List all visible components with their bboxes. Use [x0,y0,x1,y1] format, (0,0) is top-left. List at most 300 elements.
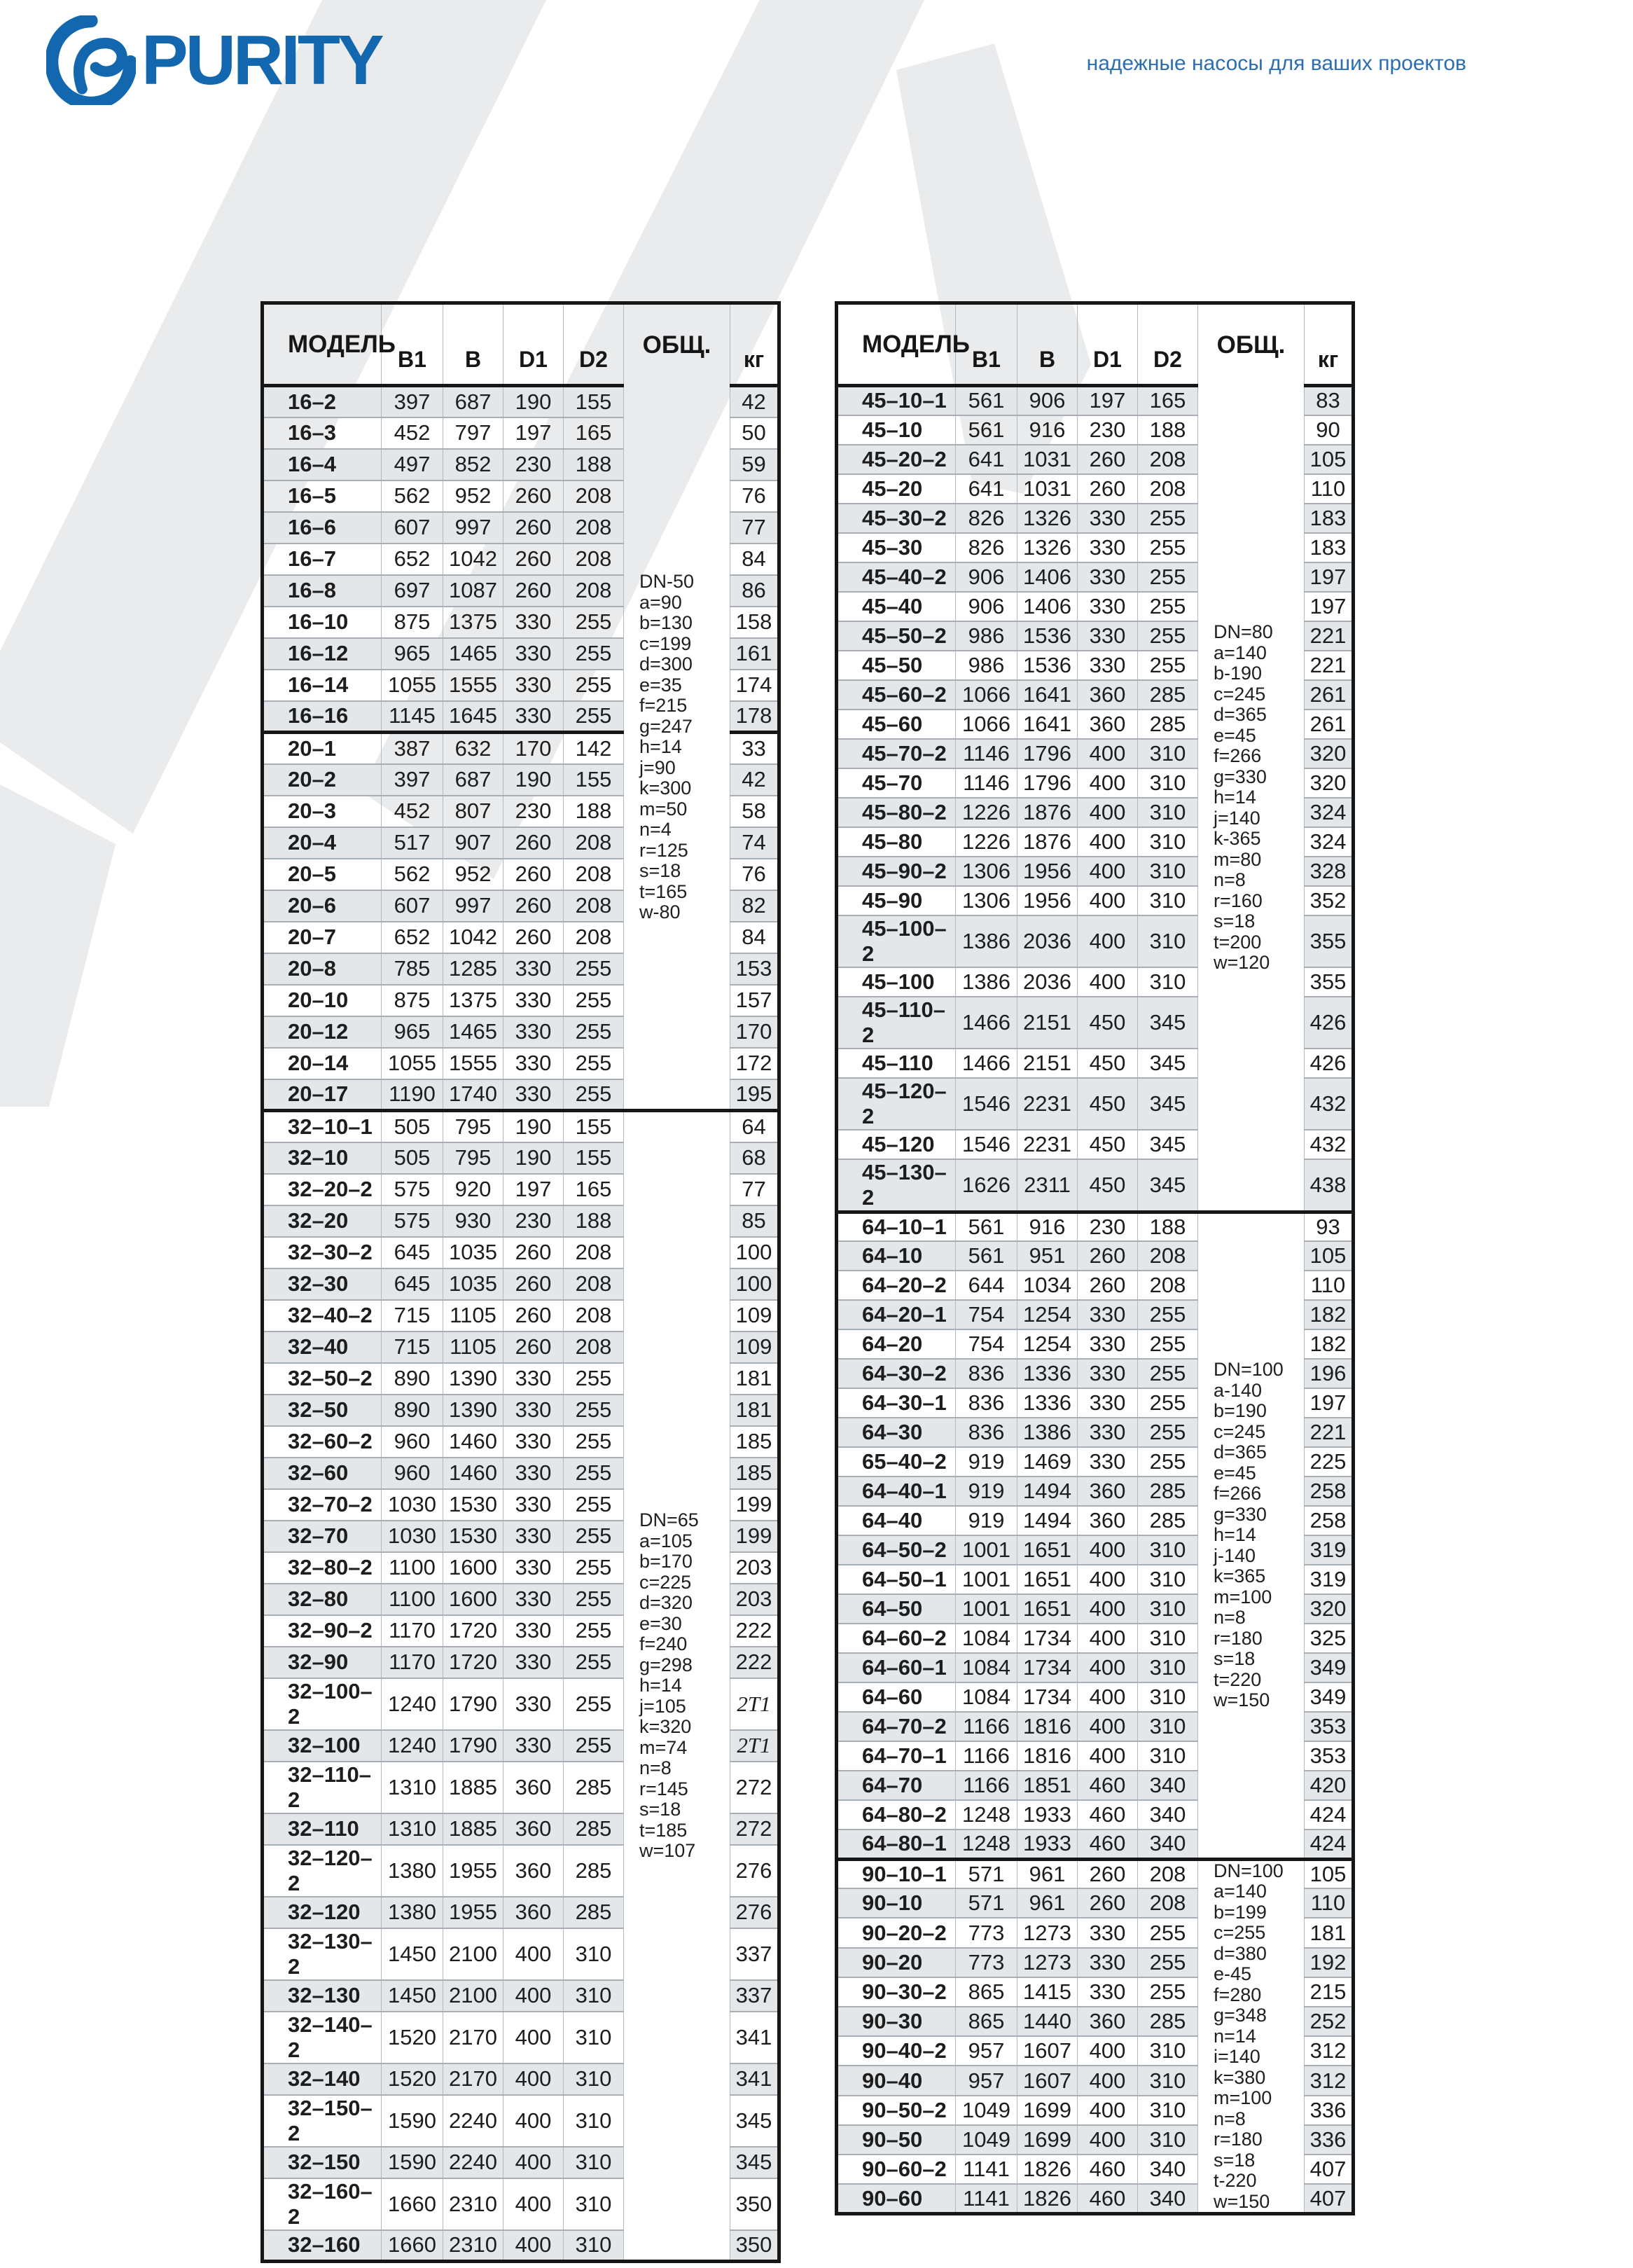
dimension-d2-cell: 310 [1138,2066,1198,2095]
weight-cell: 272 [730,1762,779,1813]
dimension-b1-cell: 517 [382,827,443,859]
model-cell: 90–10–1 [837,1859,956,1888]
note-line: h=14 [639,1675,682,1696]
weight-cell: 197 [1305,562,1354,592]
note-line: w=107 [639,1840,696,1862]
section-notes [624,1111,730,2262]
note-line: c=255 [1214,1922,1266,1943]
note-line: a-140 [1214,1379,1263,1401]
dimension-d1-cell: 400 [1078,2066,1138,2095]
weight-cell: 199 [730,1489,779,1521]
dimension-d1-cell: 400 [1078,1741,1138,1771]
model-cell: 32–70–2 [263,1489,382,1521]
dimension-b1-cell: 1590 [382,2147,443,2178]
dimension-b1-cell: 1055 [382,670,443,701]
dimension-b1-cell: 1520 [382,2012,443,2063]
dimension-d2-cell: 255 [564,953,624,985]
model-cell: 32–40–2 [263,1300,382,1332]
model-cell: 20–6 [263,890,382,922]
dimension-d2-cell: 310 [1138,768,1198,798]
dimension-b-cell: 2100 [443,1928,503,1980]
dimension-d1-cell: 400 [1078,1712,1138,1741]
weight-cell: 345 [730,2095,779,2147]
model-cell: 32–90 [263,1647,382,1678]
dimension-b-cell: 1607 [1017,2066,1078,2095]
dimension-b1-cell: 1466 [956,997,1017,1049]
dimension-b1-cell: 1030 [382,1521,443,1552]
model-cell: 32–140 [263,2063,382,2095]
dimension-b-cell: 961 [1017,1888,1078,1918]
dimension-b1-cell: 1546 [956,1130,1017,1159]
note-line: k=365 [1214,1565,1266,1587]
dimension-b1-cell: 1084 [956,1653,1017,1682]
dimension-d1-cell: 330 [503,1489,564,1521]
model-cell: 32–150 [263,2147,382,2178]
model-cell: 90–40 [837,2066,956,2095]
col-header-b1: B1 [382,303,443,386]
dimension-d2-cell: 340 [1138,2155,1198,2184]
col-header-kg: кг [1305,303,1354,386]
note-line: g=247 [639,715,693,737]
dimension-b-cell: 1796 [1017,739,1078,768]
dimension-b-cell: 1042 [443,922,503,953]
model-cell: 20–1 [263,733,382,764]
note-line: t-220 [1214,2170,1257,2191]
model-cell: 16–8 [263,575,382,607]
dimension-b1-cell: 754 [956,1300,1017,1329]
note-line: e=45 [1214,1462,1256,1484]
weight-cell: 222 [730,1615,779,1647]
dimension-b1-cell: 561 [956,1241,1017,1271]
dimension-d1-cell: 450 [1078,997,1138,1049]
weight-cell: 110 [1305,1888,1354,1918]
weight-cell: 68 [730,1142,779,1174]
note-line: t=185 [639,1819,688,1841]
dimension-b-cell: 1042 [443,544,503,575]
dimension-b-cell: 1375 [443,985,503,1016]
model-cell: 90–60–2 [837,2155,956,2184]
model-cell: 64–30–2 [837,1359,956,1388]
model-cell: 32–70 [263,1521,382,1552]
dimension-d1-cell: 360 [503,1762,564,1813]
dimension-d1-cell: 260 [503,512,564,544]
dimension-b-cell: 1390 [443,1395,503,1426]
dimension-b1-cell: 1141 [956,2155,1017,2184]
dimension-d2-cell: 255 [564,1584,624,1615]
dimension-b-cell: 1826 [1017,2155,1078,2184]
weight-cell: 178 [730,701,779,733]
dimension-d1-cell: 260 [503,890,564,922]
dimension-d1-cell: 330 [503,1048,564,1079]
dimension-d2-cell: 155 [564,1142,624,1174]
note-line: d=380 [1214,1942,1267,1964]
dimension-d1-cell: 260 [1078,1859,1138,1888]
model-cell: 32–80–2 [263,1552,382,1584]
dimension-d1-cell: 330 [1078,651,1138,680]
dimension-b-cell: 807 [443,796,503,827]
dimension-b-cell: 1105 [443,1332,503,1363]
weight-cell: 221 [1305,621,1354,651]
dimension-b1-cell: 957 [956,2066,1017,2095]
dimension-d1-cell: 260 [503,575,564,607]
weight-cell: 336 [1305,2125,1354,2155]
dimension-d1-cell: 260 [503,859,564,890]
note-line: b=130 [639,612,693,633]
note-line: s=18 [639,860,681,881]
dimension-d1-cell: 450 [1078,1159,1138,1212]
model-cell: 64–10 [837,1241,956,1271]
dimension-b-cell: 997 [443,890,503,922]
dimension-d2-cell: 255 [1138,504,1198,533]
dimension-b-cell: 1796 [1017,768,1078,798]
dimension-d1-cell: 400 [1078,2036,1138,2066]
model-cell: 32–160–2 [263,2178,382,2230]
weight-cell: 197 [1305,1388,1354,1418]
dimension-b1-cell: 1166 [956,1712,1017,1741]
table-row [263,1111,779,1142]
note-line: r=180 [1214,2129,1263,2150]
note-line: k=380 [1214,2066,1266,2088]
note-line: c=225 [639,1571,692,1593]
dimension-d2-cell: 285 [1138,2007,1198,2036]
model-cell: 16–2 [263,386,382,417]
dimension-d1-cell: 330 [503,1615,564,1647]
dimension-b1-cell: 890 [382,1363,443,1395]
model-cell: 90–10 [837,1888,956,1918]
note-line: e=35 [639,674,682,696]
dimension-d2-cell: 310 [1138,915,1198,967]
weight-cell: 320 [1305,1594,1354,1624]
weight-cell: 85 [730,1205,779,1237]
model-cell: 32–20 [263,1205,382,1237]
dimension-b1-cell: 1001 [956,1565,1017,1594]
dimension-d1-cell: 190 [503,764,564,796]
dimension-b-cell: 1031 [1017,474,1078,504]
note-line: a=90 [639,591,682,613]
dimension-d2-cell: 340 [1138,2184,1198,2213]
dimension-b1-cell: 773 [956,1948,1017,1977]
model-cell: 20–3 [263,796,382,827]
dimension-d1-cell: 330 [503,1458,564,1489]
dimension-d2-cell: 310 [1138,798,1198,827]
weight-cell: 82 [730,890,779,922]
note-line: n=14 [1214,2025,1256,2047]
col-header-obsh: ОБЩ. [624,303,730,386]
dimension-b-cell: 632 [443,733,503,764]
dimension-d2-cell: 345 [1138,1049,1198,1078]
dimension-d1-cell: 450 [1078,1130,1138,1159]
dimension-d1-cell: 260 [503,1332,564,1363]
model-cell: 45–110 [837,1049,956,1078]
dimension-d2-cell: 255 [1138,1329,1198,1359]
dimension-d1-cell: 230 [1078,415,1138,445]
note-line: h=14 [1214,787,1256,808]
section-notes [1198,386,1305,1212]
note-line: j=105 [639,1695,686,1717]
dimension-b-cell: 916 [1017,415,1078,445]
dimension-d2-cell: 310 [564,2095,624,2147]
dimension-b-cell: 1956 [1017,857,1078,886]
spec-table-left [260,301,781,2263]
dimension-b1-cell: 1166 [956,1741,1017,1771]
dimension-b-cell: 1720 [443,1615,503,1647]
dimension-d2-cell: 340 [1138,1800,1198,1830]
weight-cell: 276 [730,1897,779,1928]
note-line: f=215 [639,695,688,716]
model-cell: 32–50–2 [263,1363,382,1395]
model-cell: 32–20–2 [263,1174,382,1205]
dimension-b1-cell: 1380 [382,1845,443,1897]
model-cell: 32–140–2 [263,2012,382,2063]
dimension-b-cell: 1465 [443,1016,503,1048]
dimension-b-cell: 1955 [443,1845,503,1897]
model-cell: 64–60–2 [837,1624,956,1653]
dimension-b-cell: 1933 [1017,1800,1078,1830]
purity-logo-icon [46,15,136,105]
note-line: e-45 [1214,1963,1252,1984]
weight-cell: 426 [1305,997,1354,1049]
weight-cell: 185 [730,1426,779,1458]
dimension-d1-cell: 400 [1078,967,1138,997]
model-cell: 45–40 [837,592,956,621]
weight-cell: 350 [730,2230,779,2262]
model-cell: 64–70–1 [837,1741,956,1771]
col-header-model: МОДЕЛЬ [263,303,382,386]
dimension-b-cell: 1406 [1017,562,1078,592]
note-line: w-80 [639,901,681,922]
dimension-b-cell: 1734 [1017,1624,1078,1653]
dimension-d2-cell: 208 [564,1237,624,1268]
dimension-b1-cell: 644 [956,1271,1017,1300]
dimension-d2-cell: 165 [564,1174,624,1205]
dimension-b-cell: 1035 [443,1268,503,1300]
dimension-b1-cell: 1306 [956,886,1017,915]
weight-cell: 341 [730,2063,779,2095]
dimension-d2-cell: 208 [564,1300,624,1332]
dimension-b-cell: 1790 [443,1678,503,1730]
note-line: f=280 [1214,1984,1262,2005]
weight-cell: 222 [730,1647,779,1678]
dimension-d2-cell: 188 [1138,1212,1198,1241]
dimension-d1-cell: 400 [503,2178,564,2230]
dimension-b-cell: 1336 [1017,1359,1078,1388]
dimension-d2-cell: 310 [1138,2125,1198,2155]
note-line: r=125 [639,839,688,861]
dimension-b-cell: 1645 [443,701,503,733]
dimension-d1-cell: 330 [503,1584,564,1615]
dimension-b1-cell: 875 [382,985,443,1016]
model-cell: 90–50 [837,2125,956,2155]
dimension-b-cell: 2036 [1017,915,1078,967]
model-cell: 32–120 [263,1897,382,1928]
dimension-b1-cell: 965 [382,638,443,670]
dimension-b1-cell: 960 [382,1458,443,1489]
dimension-b1-cell: 1626 [956,1159,1017,1212]
weight-cell: 341 [730,2012,779,2063]
dimension-d2-cell: 340 [1138,1771,1198,1800]
dimension-d2-cell: 285 [564,1845,624,1897]
dimension-b1-cell: 715 [382,1300,443,1332]
dimension-b-cell: 1494 [1017,1477,1078,1506]
weight-cell: 182 [1305,1300,1354,1329]
weight-cell: 105 [1305,1859,1354,1888]
model-cell: 32–30–2 [263,1237,382,1268]
weight-cell: 172 [730,1048,779,1079]
dimension-b1-cell: 641 [956,474,1017,504]
weight-cell: 105 [1305,1241,1354,1271]
dimension-d1-cell: 330 [503,1079,564,1111]
dimension-d2-cell: 255 [564,1647,624,1678]
dimension-d2-cell: 310 [564,2230,624,2262]
dimension-d1-cell: 197 [1078,386,1138,415]
dimension-d2-cell: 285 [1138,680,1198,710]
weight-cell: 252 [1305,2007,1354,2036]
weight-cell: 353 [1305,1712,1354,1741]
dimension-d2-cell: 345 [1138,1159,1198,1212]
dimension-d1-cell: 400 [1078,768,1138,798]
dimension-b-cell: 920 [443,1174,503,1205]
model-cell: 45–100–2 [837,915,956,967]
dimension-d2-cell: 255 [1138,1447,1198,1477]
dimension-b1-cell: 1310 [382,1762,443,1813]
weight-cell: 100 [730,1268,779,1300]
model-cell: 64–70 [837,1771,956,1800]
dimension-b1-cell: 826 [956,533,1017,562]
dimension-b-cell: 1375 [443,607,503,638]
dimension-b1-cell: 965 [382,1016,443,1048]
dimension-d2-cell: 208 [564,922,624,953]
dimension-d2-cell: 345 [1138,1130,1198,1159]
note-line: d=300 [639,654,693,675]
weight-cell: 355 [1305,915,1354,967]
weight-cell: 203 [730,1584,779,1615]
model-cell: 90–60 [837,2184,956,2213]
dimension-d1-cell: 330 [1078,1388,1138,1418]
dimension-d2-cell: 255 [564,607,624,638]
dimension-b1-cell: 652 [382,544,443,575]
dimension-d2-cell: 285 [1138,1506,1198,1535]
weight-cell: 50 [730,417,779,449]
weight-cell: 424 [1305,1800,1354,1830]
dimension-b-cell: 2170 [443,2012,503,2063]
spec-table-right [835,301,1355,2215]
dimension-b1-cell: 1066 [956,680,1017,710]
model-cell: 64–50–2 [837,1535,956,1565]
model-cell: 32–60 [263,1458,382,1489]
dimension-d1-cell: 460 [1078,2184,1138,2213]
dimension-b-cell: 1933 [1017,1830,1078,1859]
dimension-d2-cell: 310 [1138,739,1198,768]
weight-cell: 420 [1305,1771,1354,1800]
weight-cell: 181 [1305,1918,1354,1947]
dimension-b1-cell: 890 [382,1395,443,1426]
dimension-b-cell: 1465 [443,638,503,670]
dimension-b1-cell: 1520 [382,2063,443,2095]
model-cell: 16–12 [263,638,382,670]
weight-cell: 42 [730,386,779,417]
dimension-b1-cell: 1660 [382,2178,443,2230]
weight-cell: 312 [1305,2036,1354,2066]
note-line: h=14 [639,736,682,757]
dimension-b1-cell: 1146 [956,739,1017,768]
weight-cell: 319 [1305,1535,1354,1565]
dimension-d1-cell: 360 [503,1845,564,1897]
dimension-d2-cell: 255 [1138,651,1198,680]
dimension-b1-cell: 1146 [956,768,1017,798]
dimension-b1-cell: 1248 [956,1800,1017,1830]
dimension-b1-cell: 1145 [382,701,443,733]
dimension-b1-cell: 865 [956,1977,1017,2007]
dimension-b-cell: 1816 [1017,1712,1078,1741]
dimension-d2-cell: 255 [1138,1300,1198,1329]
weight-cell: 93 [1305,1212,1354,1241]
weight-cell: 90 [1305,415,1354,445]
dimension-b1-cell: 1001 [956,1594,1017,1624]
dimension-b-cell: 1415 [1017,1977,1078,2007]
dimension-b-cell: 795 [443,1142,503,1174]
dimension-d2-cell: 208 [1138,445,1198,474]
model-cell: 45–30 [837,533,956,562]
weight-cell: 261 [1305,710,1354,739]
dimension-d2-cell: 208 [564,544,624,575]
dimension-d1-cell: 400 [503,1980,564,2012]
dimension-b1-cell: 1170 [382,1647,443,1678]
dimension-d2-cell: 310 [1138,967,1198,997]
dimension-d2-cell: 208 [564,512,624,544]
weight-cell: 84 [730,922,779,953]
dimension-d1-cell: 360 [1078,680,1138,710]
dimension-d1-cell: 400 [1078,827,1138,857]
dimension-b-cell: 687 [443,386,503,417]
dimension-d1-cell: 400 [1078,1594,1138,1624]
dimension-d2-cell: 255 [564,1730,624,1762]
dimension-d1-cell: 360 [1078,2007,1138,2036]
weight-cell: 181 [730,1395,779,1426]
weight-cell: 84 [730,544,779,575]
weight-cell: 349 [1305,1653,1354,1682]
dimension-b-cell: 1034 [1017,1271,1078,1300]
dimension-b1-cell: 1466 [956,1049,1017,1078]
model-cell: 32–10–1 [263,1111,382,1142]
dimension-b-cell: 1699 [1017,2096,1078,2125]
weight-cell: 312 [1305,2066,1354,2095]
model-cell: 20–5 [263,859,382,890]
weight-cell: 320 [1305,768,1354,798]
model-cell: 90–40–2 [837,2036,956,2066]
model-cell: 20–7 [263,922,382,953]
model-cell: 45–70–2 [837,739,956,768]
dimension-d1-cell: 400 [503,1928,564,1980]
weight-cell: 328 [1305,857,1354,886]
model-cell: 32–80 [263,1584,382,1615]
dimension-b-cell: 1607 [1017,2036,1078,2066]
dimension-d2-cell: 255 [564,701,624,733]
dimension-b-cell: 1956 [1017,886,1078,915]
weight-cell: 432 [1305,1078,1354,1130]
dimension-b-cell: 1530 [443,1489,503,1521]
model-cell: 20–10 [263,985,382,1016]
note-line: h=14 [1214,1524,1256,1546]
dimension-d1-cell: 260 [503,544,564,575]
dimension-b-cell: 1826 [1017,2184,1078,2213]
model-cell: 20–17 [263,1079,382,1111]
dimension-d2-cell: 255 [564,1016,624,1048]
dimension-d1-cell: 330 [503,1730,564,1762]
dimension-b-cell: 1530 [443,1521,503,1552]
dimension-d1-cell: 360 [1078,710,1138,739]
dimension-b-cell: 2240 [443,2095,503,2147]
dimension-b-cell: 1035 [443,1237,503,1268]
